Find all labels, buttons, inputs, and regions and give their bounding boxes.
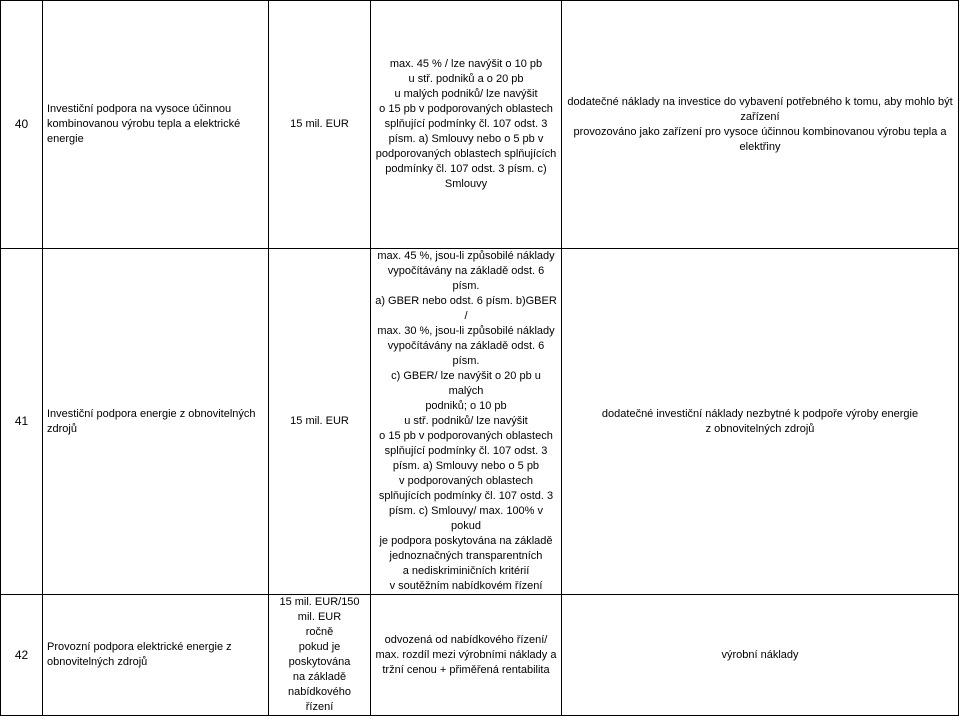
aid-name: Investiční podpora na vysoce účinnou kombinovanou výrobu tepla a elektrické energie bbox=[43, 1, 269, 249]
table-row bbox=[1, 595, 959, 716]
eligible-costs: dodatečné náklady na investice do vybavení potřebného k tomu, aby mohlo být zařízení provozováno jako zařízení pro vysoce účinnou kombinovanou výrobu tepla a elektřiny bbox=[562, 1, 959, 249]
aid-name: Provozní podpora elektrické energie z obnovitelných zdrojů bbox=[43, 595, 269, 716]
aid-intensity: max. 45 % / lze navýšit o 10 pb u stř. podniků a o 20 pb u malých podniků/ lze navýšit o 15 pb v podporovaných oblastech splňující podmínky čl. 107 odst. 3 písm. a) Smlouvy nebo o 5 pb v podporovaných oblastech splňujících podmínky čl. 107 odst. 3 písm. c) Smlouvy bbox=[371, 1, 562, 249]
table-row bbox=[1, 1, 959, 249]
notification-threshold: 15 mil. EUR bbox=[269, 249, 371, 595]
eligible-costs: výrobní náklady bbox=[562, 595, 959, 716]
eligible-costs: dodatečné investiční náklady nezbytné k podpoře výroby energie z obnovitelných zdrojů bbox=[562, 249, 959, 595]
aid-intensity: max. 45 %, jsou-li způsobilé náklady vypočítávány na základě odst. 6 písm. a) GBER nebo odst. 6 písm. b)GBER / max. 30 %, jsou-li způsobilé náklady vypočítávány na základě odst. 6 písm. c) GBER/ lze navýšit o 20 pb u malých podniků; o 10 pb u stř. podniků/ lze navýšit o 15 pb v podporovaných oblastech splňující podmínky čl. 107 odst. 3 písm. a) Smlouvy nebo o 5 pb v podporovaných oblastech splňujících podmínky čl. 107 ostd. 3 písm. c) Smlouvy/ max. 100% v pokud je podpora poskytována na základě jednoznačných transparentních a nediskriminičních kritérií v soutěžním nabídkovém řízení bbox=[371, 249, 562, 595]
notification-threshold: 15 mil. EUR bbox=[269, 1, 371, 249]
row-number: 41 bbox=[1, 249, 43, 595]
notification-threshold: 15 mil. EUR/150 mil. EUR ročně pokud je poskytována na základě nabídkového řízení bbox=[269, 595, 371, 716]
aid-name: Investiční podpora energie z obnovitelných zdrojů bbox=[43, 249, 269, 595]
table-row bbox=[1, 249, 959, 595]
row-number: 40 bbox=[1, 1, 43, 249]
row-number: 42 bbox=[1, 595, 43, 716]
aid-intensity: odvozená od nabídkového řízení/ max. rozdíl mezi výrobními náklady a tržní cenou + přiměřená rentabilita bbox=[371, 595, 562, 716]
